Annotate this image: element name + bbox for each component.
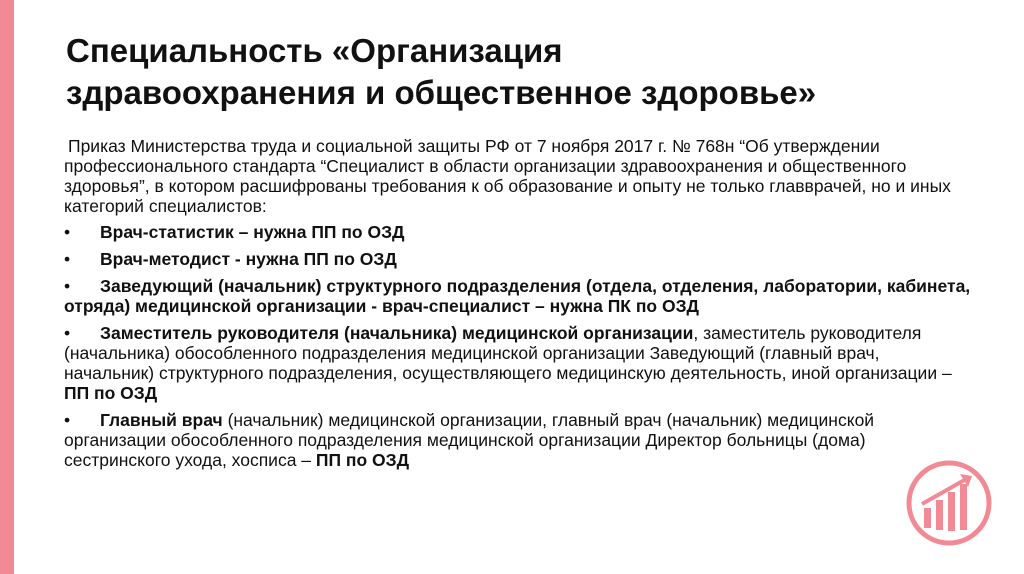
list-item (64, 323, 974, 403)
item-bold-text: Главный врач (100, 410, 223, 430)
bullet: • (64, 222, 71, 242)
intro-paragraph: Приказ Министерства труда и социальной защиты РФ от 7 ноября 2017 г. № 768н “Об утверждении профессионального стандарта “Специалист в области организации здравоохранения и общественного здоровья”, в котором расшифрованы требования к об образование и опыту не только главврачей, но и иных категорий специалистов: (64, 136, 951, 216)
bullet: • (64, 249, 71, 269)
list-item (64, 276, 974, 316)
item-tail-bold: ПП по ОЗД (315, 450, 410, 470)
item-text: , заместитель руководителя (начальника) обособленного подразделения медицинской организации Заведующий (главный врач, начальник) структурного подразделения, осуществляющего медицинскую деятельность, иной организации – (64, 323, 952, 383)
title-line-2: здравоохранения и общественное здоровье» (66, 74, 817, 111)
item-bold-text: Заместитель руководителя (начальника) медицинской организации (100, 323, 694, 343)
slide-title (66, 30, 986, 114)
bullet: • (64, 276, 71, 296)
bullet: • (64, 323, 71, 343)
item-text: (начальник) медицинской организации, главный врач (начальник) медицинской организации обособленного подразделения медицинской организации Директор больницы (дома) сестринского ухода, хосписа – (64, 410, 875, 470)
list-item (64, 249, 974, 269)
accent-side-bar (0, 0, 14, 574)
slide-content (64, 136, 974, 477)
bullet: • (64, 410, 71, 430)
item-bold-text: Заведующий (начальник) структурного подразделения (отдела, отделения, лаборатории, кабинета, отряда) медицинской организации - врач-специалист – нужна ПК по ОЗД (64, 276, 971, 316)
list-item (64, 410, 974, 470)
title-line-1: Специальность «Организация (66, 32, 563, 69)
item-bold-text: Врач-статистик – нужна ПП по ОЗД (100, 222, 405, 242)
item-tail-bold: ПП по ОЗД (64, 383, 158, 403)
rising-bars-circle-icon (906, 460, 992, 546)
item-bold-text: Врач-методист - нужна ПП по ОЗД (100, 249, 397, 269)
list-item (64, 222, 974, 242)
